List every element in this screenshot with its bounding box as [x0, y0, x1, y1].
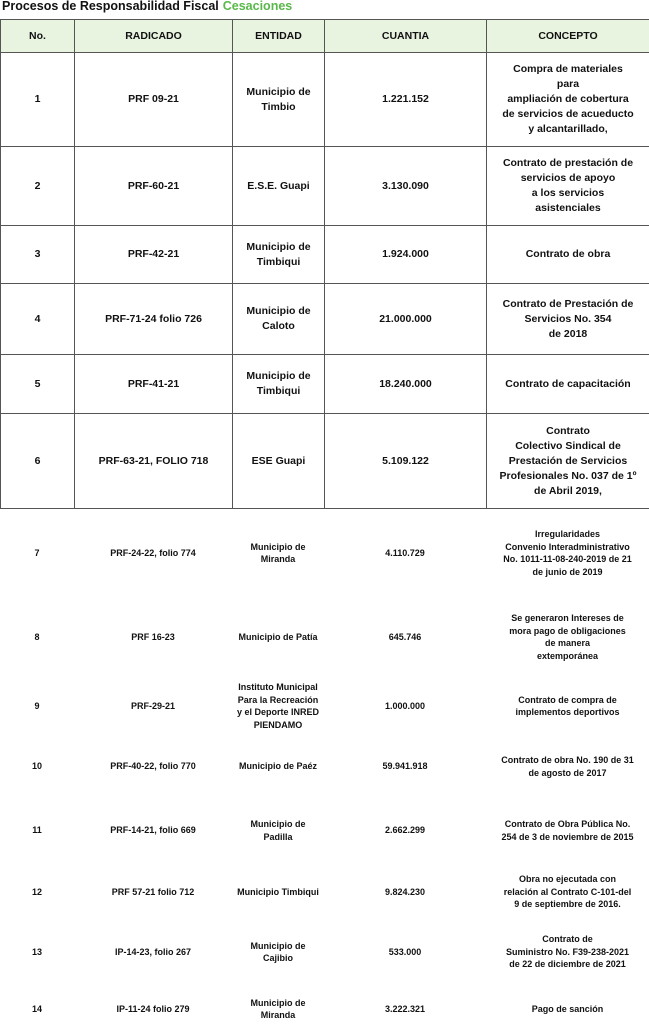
cell-no: 4 — [1, 284, 75, 355]
cell-concepto — [487, 53, 649, 147]
header-cuantia: CUANTIA — [325, 20, 487, 53]
cell-concepto — [487, 355, 649, 414]
concepto-line: 9 de septiembre de 2016. — [489, 898, 646, 911]
header-radicado: RADICADO — [75, 20, 233, 53]
concepto-line: Colectivo Sindical de — [491, 439, 645, 454]
cell-no: 13 — [0, 922, 74, 982]
cell-concepto — [486, 510, 649, 596]
table-row — [0, 922, 649, 982]
cell-cuantia: 533.000 — [324, 922, 486, 982]
cell-cuantia: 59.941.918 — [324, 734, 486, 799]
cell-radicado: PRF 16-23 — [74, 596, 232, 678]
cell-cuantia: 5.109.122 — [325, 414, 487, 509]
header-no: No. — [1, 20, 75, 53]
cell-no: 5 — [1, 355, 75, 414]
cell-entidad: Municipio de Cajibio — [232, 922, 324, 982]
concepto-line: de 22 de diciembre de 2021 — [489, 958, 646, 971]
cell-no: 8 — [0, 596, 74, 678]
table-row — [1, 147, 649, 226]
cell-entidad: Municipio de Patía — [232, 596, 324, 678]
table-row — [0, 862, 649, 922]
cell-no: 14 — [0, 982, 74, 1036]
cell-entidad: Municipio de Caloto — [233, 284, 325, 355]
cell-radicado: PRF-29-21 — [74, 678, 232, 734]
table-row — [0, 510, 649, 596]
table-row — [1, 355, 649, 414]
cell-entidad: Municipio de Paéz — [232, 734, 324, 799]
cell-radicado: IP-11-24 folio 279 — [74, 982, 232, 1036]
cell-entidad: E.S.E. Guapi — [233, 147, 325, 226]
concepto-line: de junio de 2019 — [489, 566, 646, 579]
concepto-line: mora pago de obligaciones — [489, 625, 646, 638]
cell-no: 9 — [0, 678, 74, 734]
concepto-line: para — [491, 77, 645, 92]
concepto-line: de servicios de acueducto — [491, 107, 645, 122]
cell-cuantia: 2.662.299 — [324, 799, 486, 862]
concepto-line: extemporánea — [489, 650, 646, 663]
cell-radicado: PRF 09-21 — [75, 53, 233, 147]
table-row — [1, 414, 649, 509]
concepto-line: Irregularidades — [489, 528, 646, 541]
cell-concepto — [486, 734, 649, 799]
concepto-line: Prestación de Servicios — [491, 454, 645, 469]
table-row — [0, 596, 649, 678]
table-header-row — [1, 20, 649, 53]
table-row — [1, 226, 649, 284]
cell-entidad: Municipio de Timbiqui — [233, 226, 325, 284]
cell-entidad: Municipio de Timbiqui — [233, 355, 325, 414]
concepto-line: No. 1011-11-08-240-2019 de 21 — [489, 553, 646, 566]
cell-concepto — [487, 147, 649, 226]
concepto-line: Contrato de obra No. 190 de 31 — [489, 754, 646, 767]
concepto-line: implementos deportivos — [489, 706, 646, 719]
table-row — [0, 734, 649, 799]
cell-cuantia: 9.824.230 — [324, 862, 486, 922]
page-title — [2, 0, 292, 16]
cell-no: 10 — [0, 734, 74, 799]
cell-entidad: Municipio de Padilla — [232, 799, 324, 862]
cesaciones-table-continued — [0, 510, 649, 1036]
cell-radicado: PRF-71-24 folio 726 — [75, 284, 233, 355]
header-concepto: CONCEPTO — [487, 20, 649, 53]
table-row — [1, 284, 649, 355]
cell-no: 12 — [0, 862, 74, 922]
concepto-line: Se generaron Intereses de — [489, 612, 646, 625]
title-accent: Cesaciones — [223, 0, 292, 13]
concepto-line: servicios de apoyo — [491, 171, 645, 186]
cell-no: 6 — [1, 414, 75, 509]
table-row — [0, 799, 649, 862]
header-entidad: ENTIDAD — [233, 20, 325, 53]
concepto-line: relación al Contrato C-101-del — [489, 886, 646, 899]
concepto-line: a los servicios — [491, 186, 645, 201]
concepto-line: 254 de 3 de noviembre de 2015 — [489, 831, 646, 844]
cell-no: 1 — [1, 53, 75, 147]
concepto-line: Contrato de Obra Pública No. — [489, 818, 646, 831]
concepto-line: Contrato de Prestación de — [491, 297, 645, 312]
cell-no: 2 — [1, 147, 75, 226]
table-row — [0, 678, 649, 734]
concepto-line: Contrato de compra de — [489, 694, 646, 707]
concepto-line: de agosto de 2017 — [489, 767, 646, 780]
concepto-line: ampliación de cobertura — [491, 92, 645, 107]
concepto-line: Contrato de — [489, 933, 646, 946]
cell-entidad: Instituto Municipal Para la Recreación y el Deporte INRED PIENDAMO — [232, 678, 324, 734]
concepto-line: Contrato de capacitación — [491, 377, 645, 392]
cell-entidad: Municipio de Miranda — [232, 982, 324, 1036]
cell-concepto — [486, 862, 649, 922]
concepto-line: y alcantarillado, — [491, 122, 645, 137]
cell-radicado: PRF-42-21 — [75, 226, 233, 284]
cell-concepto — [486, 678, 649, 734]
concepto-line: Obra no ejecutada con — [489, 873, 646, 886]
cell-cuantia: 1.924.000 — [325, 226, 487, 284]
cell-concepto — [487, 226, 649, 284]
table-row — [0, 982, 649, 1036]
cell-cuantia: 4.110.729 — [324, 510, 486, 596]
concepto-line: de Abril 2019, — [491, 484, 645, 499]
cell-concepto — [486, 982, 649, 1036]
table-row — [1, 53, 649, 147]
cesaciones-table — [0, 19, 649, 509]
cell-radicado: PRF-40-22, folio 770 — [74, 734, 232, 799]
cell-radicado: PRF-60-21 — [75, 147, 233, 226]
concepto-line: Profesionales No. 037 de 1º — [491, 469, 645, 484]
cell-entidad: Municipio de Timbio — [233, 53, 325, 147]
cell-radicado: PRF-24-22, folio 774 — [74, 510, 232, 596]
cell-concepto — [487, 284, 649, 355]
concepto-line: Contrato de obra — [491, 247, 645, 262]
cell-entidad: ESE Guapi — [233, 414, 325, 509]
cell-cuantia: 3.222.321 — [324, 982, 486, 1036]
concepto-line: Compra de materiales — [491, 62, 645, 77]
concepto-line: de 2018 — [491, 327, 645, 342]
cell-concepto — [486, 922, 649, 982]
cell-radicado: PRF-41-21 — [75, 355, 233, 414]
cell-entidad: Municipio Timbiqui — [232, 862, 324, 922]
concepto-line: Pago de sanción — [489, 1003, 646, 1016]
cell-concepto — [487, 414, 649, 509]
cell-cuantia: 645.746 — [324, 596, 486, 678]
cell-cuantia: 1.000.000 — [324, 678, 486, 734]
cell-cuantia: 18.240.000 — [325, 355, 487, 414]
concepto-line: de manera — [489, 637, 646, 650]
cell-no: 11 — [0, 799, 74, 862]
concepto-line: Contrato — [491, 424, 645, 439]
cell-cuantia: 1.221.152 — [325, 53, 487, 147]
concepto-line: Contrato de prestación de — [491, 156, 645, 171]
cell-cuantia: 3.130.090 — [325, 147, 487, 226]
concepto-line: asistenciales — [491, 201, 645, 216]
title-main: Procesos de Responsabilidad Fiscal — [2, 0, 219, 13]
concepto-line: Convenio Interadministrativo — [489, 541, 646, 554]
cell-radicado: PRF-14-21, folio 669 — [74, 799, 232, 862]
cell-concepto — [486, 799, 649, 862]
cell-no: 7 — [0, 510, 74, 596]
concepto-line: Suministro No. F39-238-2021 — [489, 946, 646, 959]
concepto-line: Servicios No. 354 — [491, 312, 645, 327]
cell-entidad: Municipio de Miranda — [232, 510, 324, 596]
cell-radicado: PRF 57-21 folio 712 — [74, 862, 232, 922]
cell-radicado: IP-14-23, folio 267 — [74, 922, 232, 982]
cell-no: 3 — [1, 226, 75, 284]
cell-radicado: PRF-63-21, FOLIO 718 — [75, 414, 233, 509]
cell-cuantia: 21.000.000 — [325, 284, 487, 355]
cell-concepto — [486, 596, 649, 678]
